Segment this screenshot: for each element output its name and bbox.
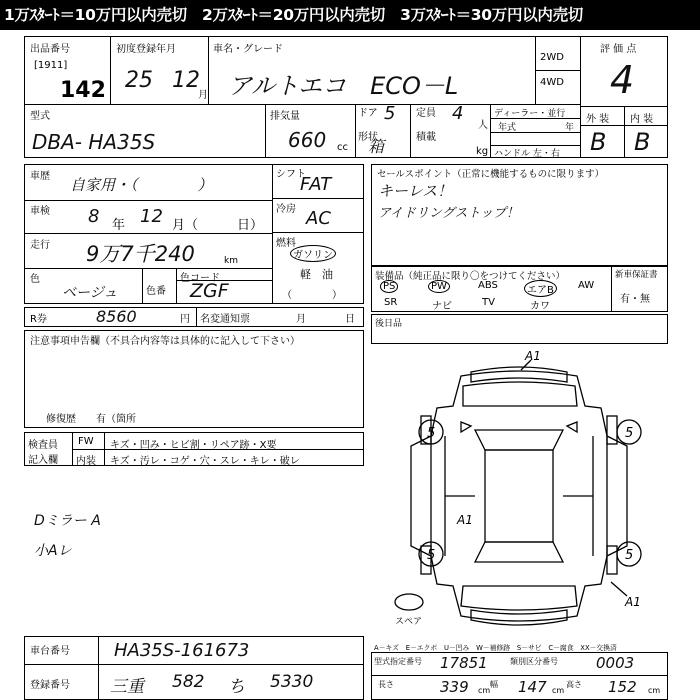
new-car-warranty: 有・無 (620, 294, 650, 305)
inspection-month-unit: 月（ 日） (172, 218, 264, 233)
s5-mark-fl: 5 (427, 426, 436, 441)
length-label: 長さ (378, 680, 394, 689)
fuel-other: （ ） (282, 290, 342, 301)
auction-banner: 1万ｽﾀｰﾄ＝10万円以内売切 2万ｽﾀｰﾄ＝20万円以内売切 3万ｽﾀｰﾄ＝30万円以内売切 (0, 0, 700, 30)
width-label: 幅 (490, 680, 498, 689)
score-value: 4 (610, 58, 635, 102)
shape: 箱 (368, 137, 385, 156)
a1-rear: A1 (625, 595, 641, 609)
reg-year: 25 (125, 68, 153, 93)
interior-row-label: 内装 (76, 456, 96, 467)
equip-airbag: エアB (524, 280, 557, 297)
lot-code: [1911] (34, 60, 68, 71)
s5-mark-rl: 5 (427, 548, 436, 563)
door-label: ドア (358, 108, 378, 119)
width-unit: cm (552, 686, 565, 695)
fuel-label: 燃料 (276, 238, 296, 249)
handle-label: ハンドル 左・右 (494, 149, 560, 159)
lot-number: 142 (60, 78, 106, 103)
recycle-yen: 円 (180, 314, 190, 325)
note-line1: Dミラー A (34, 513, 101, 529)
equip-aw: AW (578, 280, 595, 291)
equip-tv: TV (482, 297, 495, 308)
note-line2: 小Aレ (34, 543, 72, 559)
lot-label: 出品番号 (30, 44, 70, 55)
recycle-value: 8560 (96, 307, 137, 326)
new-car-warranty-label: 新車保証書 (615, 270, 658, 280)
inspector-label: 検査員 (28, 440, 58, 451)
fuel-gasoline: ガソリン (290, 245, 336, 262)
fuel-diesel: 軽 油 (300, 268, 333, 281)
capacity-label: 定員 (416, 108, 436, 119)
back-items-section (371, 314, 668, 344)
fw-items: キズ・凹み・ヒビ割・リペア跡・X要 (110, 440, 277, 451)
inspection-year: 8 (88, 206, 100, 227)
mileage-value: 9万7千240 (86, 242, 195, 266)
tax-label: 名変通知票 (200, 314, 250, 325)
year-label: 年式 (498, 123, 517, 133)
car-damage-diagram (371, 346, 668, 636)
model-cert-label: 型式指定番号 (374, 657, 422, 666)
repair-history-label: 修復歴 有（箇所 (46, 414, 136, 425)
history-value: 自家用・（ ） (70, 176, 213, 194)
reg-label: 初度登録年月 (116, 44, 176, 55)
length: 339 (440, 678, 469, 696)
spare-label: スペア (395, 617, 423, 627)
exterior-label: 外 装 (586, 114, 610, 125)
regno-label: 登録番号 (30, 680, 70, 691)
equip-pw: PW (428, 280, 450, 293)
load-label: 積載 (416, 132, 436, 143)
equip-navi: ナビ (432, 301, 452, 312)
displacement-label: 排気量 (270, 111, 300, 122)
shift-label: シフト (276, 169, 306, 180)
fw-label: FW (78, 436, 94, 447)
color-value: ベージュ (62, 285, 118, 301)
s5-mark-rr: 5 (625, 548, 634, 563)
height-unit: cm (648, 686, 661, 695)
reg-prefecture: 三重 (110, 677, 144, 697)
a1-front: A1 (525, 349, 541, 363)
capacity-unit: 人 (478, 120, 488, 131)
tax-month: 月 (296, 314, 306, 325)
height: 152 (608, 678, 637, 696)
width: 147 (518, 678, 547, 696)
ac-value: AC (306, 208, 331, 229)
damage-legend: A－キズ E－エクボ U－凹み W－補修跡 S－サビ C－腐食 XX－交換済 (374, 644, 617, 652)
interior-items: キズ・汚レ・コゲ・穴・スレ・キレ・破レ (110, 456, 300, 467)
km-unit: km (224, 256, 238, 266)
height-label: 高さ (566, 680, 582, 689)
doors: 5 (384, 103, 396, 124)
recycle-section (24, 307, 364, 327)
sales-line2: アイドリングストップ！ (378, 206, 520, 221)
back-items-label: 後日品 (375, 319, 403, 329)
ac-label: 冷房 (276, 204, 296, 215)
color-code: ZGF (190, 280, 229, 302)
interior-label: 内 装 (630, 114, 654, 125)
capacity: 4 (452, 103, 464, 124)
record-label: 記入欄 (28, 455, 58, 466)
interior-grade: B (634, 128, 651, 156)
equip-sr: SR (384, 297, 398, 308)
equip-leather: カワ (530, 301, 550, 312)
tax-day: 日 (345, 314, 355, 325)
color-no-label: 色番 (146, 286, 166, 297)
type-label: 型式 (30, 111, 50, 122)
reg-month: 12 (172, 68, 200, 93)
length-unit: cm (478, 686, 491, 695)
shape-label: 形状 (358, 132, 378, 143)
displacement: 660 (288, 128, 327, 152)
mileage-label: 走行 (30, 240, 50, 251)
score-label: 評 価 点 (600, 44, 637, 55)
dealer-label: ディーラー・並行 (494, 109, 566, 119)
equip-abs: ABS (478, 280, 498, 291)
reg-kana: ち (228, 677, 245, 697)
model-code: DBA- HA35S (32, 130, 156, 154)
reg-month-unit: 月 (198, 90, 208, 101)
chassis-label: 車台番号 (30, 646, 70, 657)
equipment-label: 装備品（純正品に限り〇をつけてください） (375, 271, 566, 282)
s5-mark-fr: 5 (625, 426, 634, 441)
name-label: 車名・グレード (213, 44, 283, 55)
class-number: 0003 (596, 654, 635, 672)
model-cert: 17851 (440, 654, 488, 672)
color-code-label: 色コード (180, 273, 220, 284)
reg-number: 5330 (270, 672, 314, 692)
kg-unit: kg (476, 146, 489, 157)
class-label: 類別区分番号 (510, 657, 558, 666)
shift-value: FAT (300, 174, 332, 195)
sales-label: セールスポイント（正常に機能するものに限ります） (377, 169, 605, 180)
a1-side: A1 (457, 513, 473, 527)
notes-label: 注意事項申告欄（不具合内容等は具体的に記入して下さい） (30, 336, 300, 347)
inspection-year-unit: 年 (112, 218, 126, 233)
reg-class: 582 (172, 672, 205, 692)
inspection-month: 12 (140, 206, 163, 227)
history-label: 車歴 (30, 171, 50, 182)
color-label: 色 (30, 274, 40, 285)
year-unit: 年 (565, 123, 575, 133)
4wd-label: 4WD (540, 77, 564, 88)
equip-ps: PS (380, 280, 398, 293)
2wd-label: 2WD (540, 52, 564, 63)
exterior-grade: B (590, 128, 607, 156)
sales-line1: キーレス！ (378, 182, 453, 200)
chassis-number: HA35S-161673 (114, 640, 250, 661)
car-name: アルトエコ ECO－L (228, 72, 459, 100)
cc-unit: cc (337, 142, 348, 153)
recycle-label: R券 (30, 314, 47, 325)
inspection-label: 車検 (30, 206, 50, 217)
